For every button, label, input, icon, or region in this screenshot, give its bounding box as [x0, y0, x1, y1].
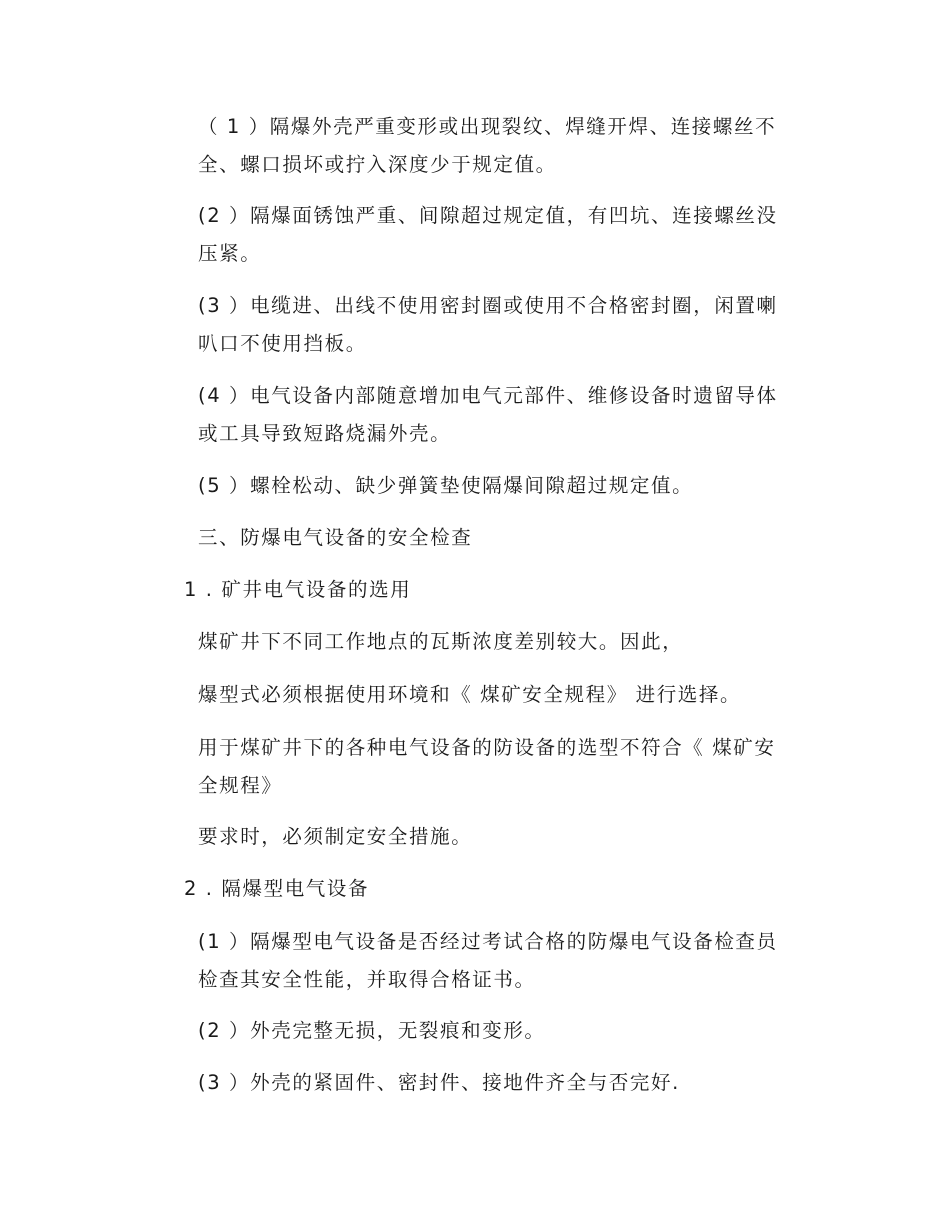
paragraph-selection-rule — [142, 729, 797, 805]
text-line: (3 ）电缆进、出线不使用密封圈或使用不合格密封圈，闲置喇 — [198, 294, 778, 317]
subsection-heading-1 — [142, 571, 797, 609]
text-line: (3 ）外壳的紧固件、密封件、接地件齐全与否完好. — [198, 1071, 680, 1094]
text-line: 三、防爆电气设备的安全检查 — [198, 526, 473, 549]
text-line: (1 ）隔爆型电气设备是否经过考试合格的防爆电气设备检查员 — [198, 930, 778, 953]
paragraph-check-2 — [142, 1012, 797, 1050]
paragraph-check-1 — [142, 923, 797, 999]
paragraph-defect-3 — [142, 287, 797, 363]
text-line: 叭口不使用挡板。 — [198, 332, 367, 355]
text-line: 检查其安全性能，并取得合格证书。 — [198, 968, 536, 991]
paragraph-check-3 — [142, 1064, 797, 1102]
text-line: 全、螺口损坏或拧入深度少于规定值。 — [198, 153, 557, 176]
text-line: (5 ）螺栓松动、缺少弹簧垫使隔爆间隙超过规定值。 — [198, 474, 694, 497]
section-heading-3 — [142, 519, 797, 557]
text-line: 压紧。 — [198, 242, 262, 265]
paragraph-safety-measures — [142, 818, 797, 856]
text-line: 煤矿井下不同工作地点的瓦斯浓度差别较大。因此， — [198, 630, 684, 653]
text-line: （ 1 ）隔爆外壳严重变形或出现裂纹、焊缝开焊、连接螺丝不 — [198, 115, 777, 138]
text-line: 2 . 隔爆型电气设备 — [184, 877, 370, 900]
text-line: 要求时，必须制定安全措施。 — [198, 825, 473, 848]
text-line: 爆型式必须根据使用环境和《 煤矿安全规程》 进行选择。 — [198, 683, 742, 706]
text-line: 1 . 矿井电气设备的选用 — [184, 578, 412, 601]
paragraph-defect-4 — [142, 377, 797, 453]
paragraph-defect-1 — [142, 108, 797, 184]
paragraph-defect-2 — [142, 197, 797, 273]
text-line: (2 ）隔爆面锈蚀严重、间隙超过规定值，有凹坑、连接螺丝没 — [198, 204, 778, 227]
text-line: 或工具导致短路烧漏外壳。 — [198, 422, 452, 445]
text-line: (4 ）电气设备内部随意增加电气元部件、维修设备时遗留导体 — [198, 384, 778, 407]
text-line: (2 ）外壳完整无损，无裂痕和变形。 — [198, 1019, 546, 1042]
paragraph-explosion-type — [142, 676, 797, 714]
text-line: 全规程》 — [198, 774, 283, 797]
paragraph-gas-concentration — [142, 623, 797, 661]
text-line: 用于煤矿井下的各种电气设备的防设备的选型不符合《 煤矿安 — [198, 736, 776, 759]
subsection-heading-2 — [142, 870, 797, 908]
paragraph-defect-5 — [142, 467, 797, 505]
